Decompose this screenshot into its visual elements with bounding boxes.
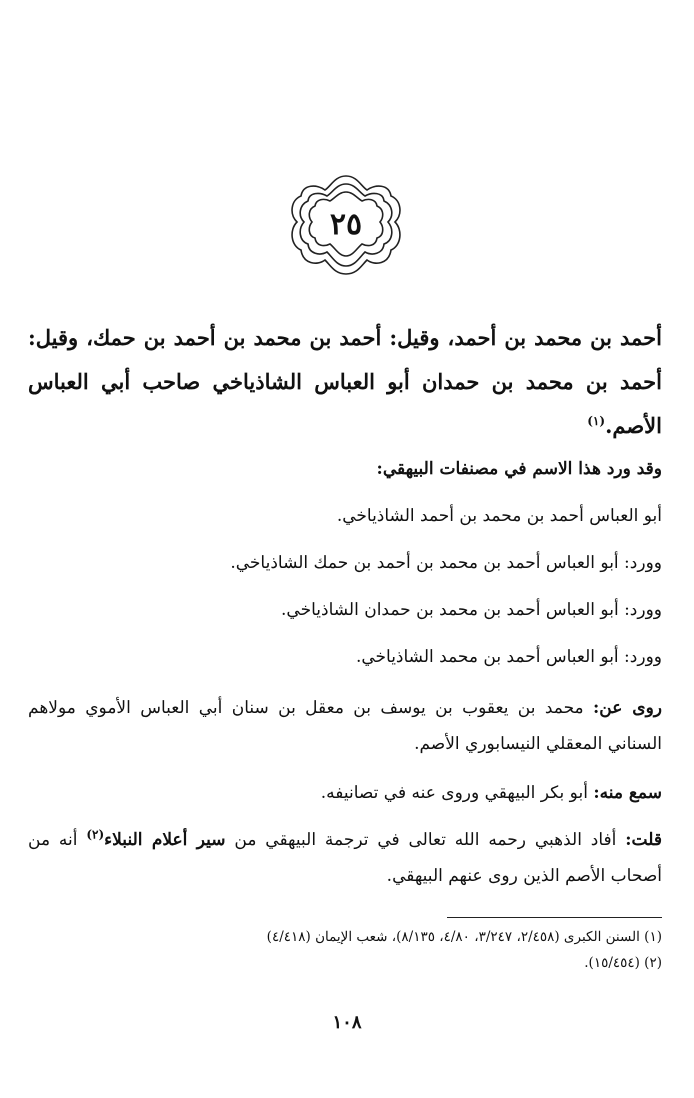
name-variant: وورد: أبو العباس أحمد بن محمد الشاذياخي. [355, 647, 662, 667]
entry-number: ٢٥ [329, 207, 363, 242]
narrated-from-text: محمد بن يعقوب بن يوسف بن معقل بن سنان أبي العباس الأموي مولاهم السناني المعقلي النيسابوري الأصم. [28, 698, 662, 754]
entry-heading-text: أحمد بن محمد بن أحمد، وقيل: أحمد بن محمد بن أحمد بن حمك، وقيل: أحمد بن محمد بن حمدان أبو العباس الشاذياخي صاحب أبي العباس الأصم. [28, 325, 662, 438]
note-text-before: أفاد الذهبي رحمه الله تعالى في ترجمة البيهقي من [225, 830, 626, 850]
entry-heading [28, 316, 662, 448]
narrated-from-label: روى عن: [593, 698, 662, 718]
heard-from-him-paragraph [28, 775, 662, 811]
footnote-ref-1: (١) [587, 414, 606, 428]
footnotes [28, 924, 662, 976]
heard-from-him-text: أبو بكر البيهقي وروى عنه في تصانيفه. [320, 783, 594, 803]
heard-from-him-label: سمع منه: [593, 783, 662, 803]
name-variant: وورد: أبو العباس أحمد بن محمد بن حمدان الشاذياخي. [281, 600, 662, 620]
footnote-divider [447, 917, 662, 918]
name-variant: وورد: أبو العباس أحمد بن محمد بن أحمد بن حمك الشاذياخي. [230, 553, 662, 573]
footnote-2: (٢) (١٥/٤٥٤). [584, 955, 662, 971]
source-title: سير أعلام النبلاء [104, 830, 226, 850]
page-number: ١٠٨ [332, 1012, 362, 1033]
narrated-from-paragraph [28, 690, 662, 762]
name-variant: أبو العباس أحمد بن محمد بن أحمد الشاذياخي. [336, 506, 662, 526]
note-paragraph [28, 822, 662, 894]
footnote-ref-2: (٢) [86, 827, 105, 842]
note-label: قلت: [625, 830, 662, 850]
footnote-1: (١) السنن الكبرى (٢/٤٥٨، ٣/٢٤٧، ٤/٨٠، ٨/١٣٥)، شعب الإيمان (٤/٤١٨) [266, 929, 662, 945]
occurrence-heading: وقد ورد هذا الاسم في مصنفات البيهقي: [376, 459, 662, 479]
note-text-after: أنه من أصحاب الأصم الذين روى عنهم البيهقي. [28, 830, 662, 886]
